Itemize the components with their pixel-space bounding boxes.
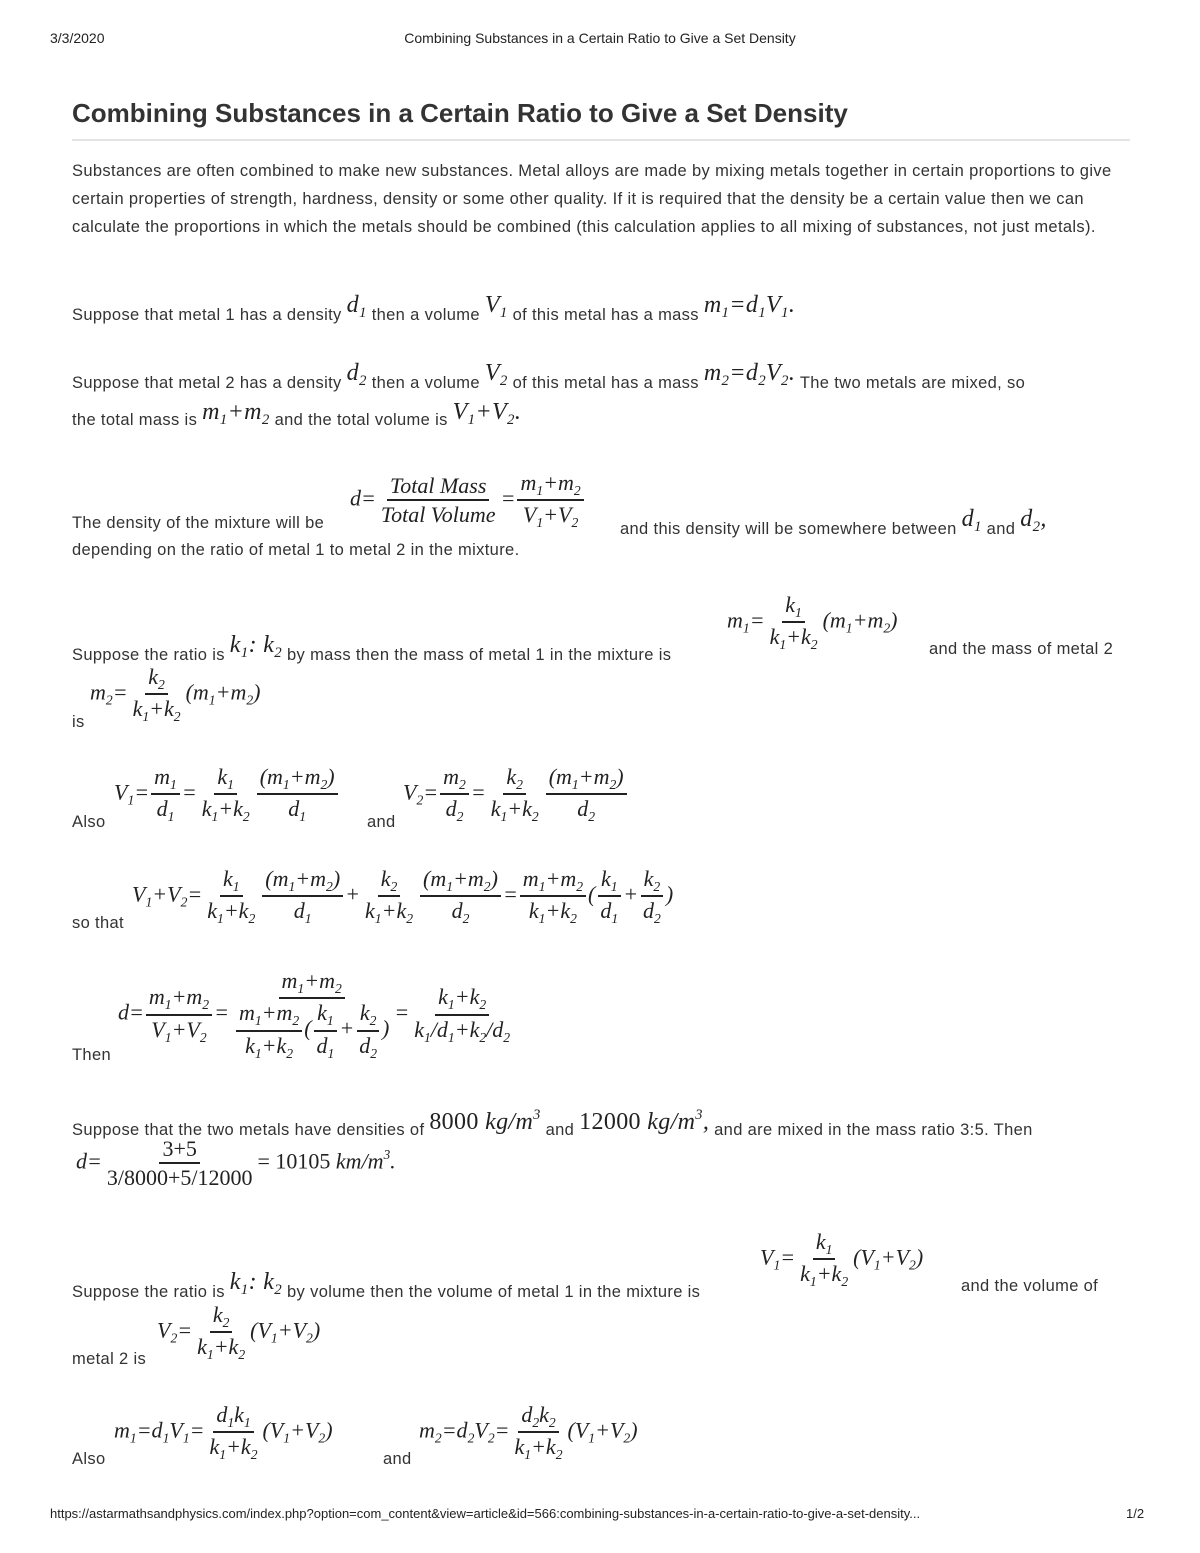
formula-m2-volume: $m_2=d_2V_2=$ $\frac{d_2k_2}{k_1+k_2}$ $(V_1+V_2)$ bbox=[419, 1402, 638, 1463]
text-p2f: and the total volume is bbox=[274, 411, 448, 429]
text-p2e: the total mass is bbox=[72, 411, 198, 429]
example-denominator: 3/8000+5/12000 bbox=[106, 1165, 253, 1191]
text-p2c: of this metal has a mass bbox=[512, 374, 699, 392]
example-numerator: 3+5 bbox=[159, 1136, 199, 1164]
formula-mixture-density: d= Total Mass Total Volume = $\frac{m_1+m_2}{V_1+V_2}$ bbox=[350, 470, 586, 531]
text-p1c: of this metal has a mass bbox=[512, 306, 699, 324]
formula-V1: $V_1$ bbox=[484, 292, 508, 322]
metal1-sentence bbox=[72, 292, 796, 330]
text-p2b: then a volume bbox=[371, 374, 480, 392]
formula-V2-expansion: $V_2=$ $\frac{m_2}{d_2}$ = $\frac{k_2}{k_1+k_2}$ $\frac{(m_1+m_2)}{d_2}$ bbox=[403, 764, 629, 825]
is-text: is bbox=[72, 713, 85, 731]
volume-of-text: and the volume of bbox=[961, 1277, 1099, 1295]
formula-k-ratio-b: $k_1$: $k_2$ bbox=[229, 1269, 283, 1299]
text-p1a: Suppose that metal 1 has a density bbox=[72, 306, 342, 324]
formula-V1-expansion: $V_1=$ $\frac{m_1}{d_1}$ = $\frac{k_1}{k_1+k_2}$ $\frac{(m_1+m_2)}{d_1}$ bbox=[114, 764, 340, 825]
and-text: and bbox=[367, 813, 396, 831]
article-title: Combining Substances in a Certain Ratio to Give a Set Density bbox=[72, 98, 1130, 141]
formula-density-result: d= $\frac{m_1+m_2}{V_1+V_2}$ = $m_1+m_2$ $\frac{m_1+m_2}{k_1+k_2}$ ( $\frac{k_1}{d_1}$ + $\frac{k_2}{d_2}$ ) = $\frac{k_1+k_2}{k_1/d_1+k_2/d_2}$ bbox=[118, 968, 511, 1061]
text-p8a: Suppose that the two metals have densities of bbox=[72, 1121, 425, 1140]
page-footer-url: https://astarmathsandphysics.com/index.php?option=com_content&view=article&id=566:combining-substances-in-a-certain-ratio-to-give-a-set-density... bbox=[50, 1506, 921, 1521]
text-p1b: then a volume bbox=[371, 306, 480, 324]
formula-example-result: d= $\frac{3+5}{3/8000+5/12000}$ = 10105 $km/m^3$. bbox=[76, 1136, 396, 1191]
metal2-sentence bbox=[72, 360, 1026, 398]
then-text: Then bbox=[72, 1046, 112, 1064]
formula-m2-ratio: $m_2=$ $\frac{k_2}{k_1+k_2}$ $(m_1+m_2)$ bbox=[90, 664, 261, 725]
text-p3b: and this density will be somewhere between bbox=[620, 520, 957, 538]
text-p4a: Suppose the ratio is bbox=[72, 646, 225, 664]
text-p2d: The two metals are mixed, so bbox=[799, 374, 1026, 392]
also-text-2: Also bbox=[72, 1450, 106, 1468]
text-p3c: and bbox=[986, 520, 1016, 538]
and-text-2: and bbox=[383, 1450, 412, 1468]
total-volume-label: Total Volume bbox=[380, 502, 496, 528]
density-value-2: 12000 $kg/m^3$, bbox=[579, 1107, 710, 1136]
formula-m1-volume: $m_1=d_1V_1=$ $\frac{d_1k_1}{k_1+k_2}$ $(V_1+V_2)$ bbox=[114, 1402, 333, 1463]
formula-V1-ratio: $V_1=$ $\frac{k_1}{k_1+k_2}$ $(V_1+V_2)$ bbox=[760, 1229, 924, 1290]
formula-d1: $d_1$ bbox=[346, 292, 367, 322]
page-footer-page-number: 1/2 bbox=[1126, 1506, 1145, 1521]
formula-m1-eq: $m_1=d_1V_1$. bbox=[703, 292, 796, 322]
formula-k-ratio: $k_1$: $k_2$ bbox=[229, 632, 283, 662]
text-p9a: Suppose the ratio is bbox=[72, 1283, 225, 1301]
text-p4b: by mass then the mass of metal 1 in the mixture is bbox=[287, 646, 672, 664]
formula-d2: $d_2$ bbox=[346, 360, 367, 390]
metal2-is-text: metal 2 is bbox=[72, 1350, 147, 1368]
formula-V2-ratio: $V_2=$ $\frac{k_2}{k_1+k_2}$ $(V_1+V_2)$ bbox=[157, 1302, 321, 1363]
formula-d2-b: $d_2$, bbox=[1020, 506, 1047, 536]
also-text: Also bbox=[72, 813, 106, 831]
page-header-date: 3/3/2020 bbox=[50, 30, 105, 46]
density-between-sentence bbox=[620, 506, 1047, 544]
page-header-title: Combining Substances in a Certain Ratio to Give a Set Density bbox=[404, 30, 796, 46]
formula-d1-b: $d_1$ bbox=[961, 506, 982, 536]
total-mass-label: Total Mass bbox=[387, 473, 489, 501]
example-result-value: = 10105 bbox=[257, 1148, 331, 1174]
formula-m1-ratio: $m_1=$ $\frac{k_1}{k_1+k_2}$ $(m_1+m_2)$ bbox=[727, 592, 898, 653]
so-that-text: so that bbox=[72, 914, 124, 932]
text-p8b: and bbox=[545, 1121, 575, 1140]
mixture-density-label: The density of the mixture will be bbox=[72, 514, 325, 532]
total-mass-sentence bbox=[72, 399, 522, 435]
formula-total-volume: $V_1+V_2$. bbox=[452, 399, 522, 429]
mass-metal2-text: and the mass of metal 2 bbox=[929, 640, 1114, 658]
formula-total-volume-expansion: $V_1+V_2=$ $\frac{k_1}{k_1+k_2}$ $\frac{(m_1+m_2)}{d_1}$ + $\frac{k_2}{k_1+k_2}$ $\frac{(m_1+m_2)}{d_2}$ = $\frac{m_1+m_2}{k_1+k_2}$ ( $\frac{k_1}{d_1}$ + $\frac{k_2}{d_2}$ ) bbox=[132, 866, 674, 927]
formula-m2-eq: $m_2=d_2V_2$. bbox=[703, 360, 796, 390]
text-p8c: and are mixed in the mass ratio 3:5. Then bbox=[714, 1121, 1033, 1140]
formula-total-mass: $m_1+m_2$ bbox=[202, 399, 270, 429]
ratio-dependence-sentence: depending on the ratio of metal 1 to metal 2 in the mixture. bbox=[72, 541, 520, 559]
text-p2a: Suppose that metal 2 has a density bbox=[72, 374, 342, 392]
formula-V2: $V_2$ bbox=[484, 360, 508, 390]
density-value-1: 8000 $kg/m^3$ bbox=[429, 1107, 541, 1136]
intro-paragraph: Substances are often combined to make new substances. Metal alloys are made by mixing metals together in certain proportions to give certain properties of strength, hardness, density or some other quality. If it is required that the density be a certain value then we can calculate the proportions in which the metals should be combined (this calculation applies to all mixing of substances, not just metals). bbox=[72, 162, 1112, 236]
text-p9b: by volume then the volume of metal 1 in the mixture is bbox=[287, 1283, 701, 1301]
